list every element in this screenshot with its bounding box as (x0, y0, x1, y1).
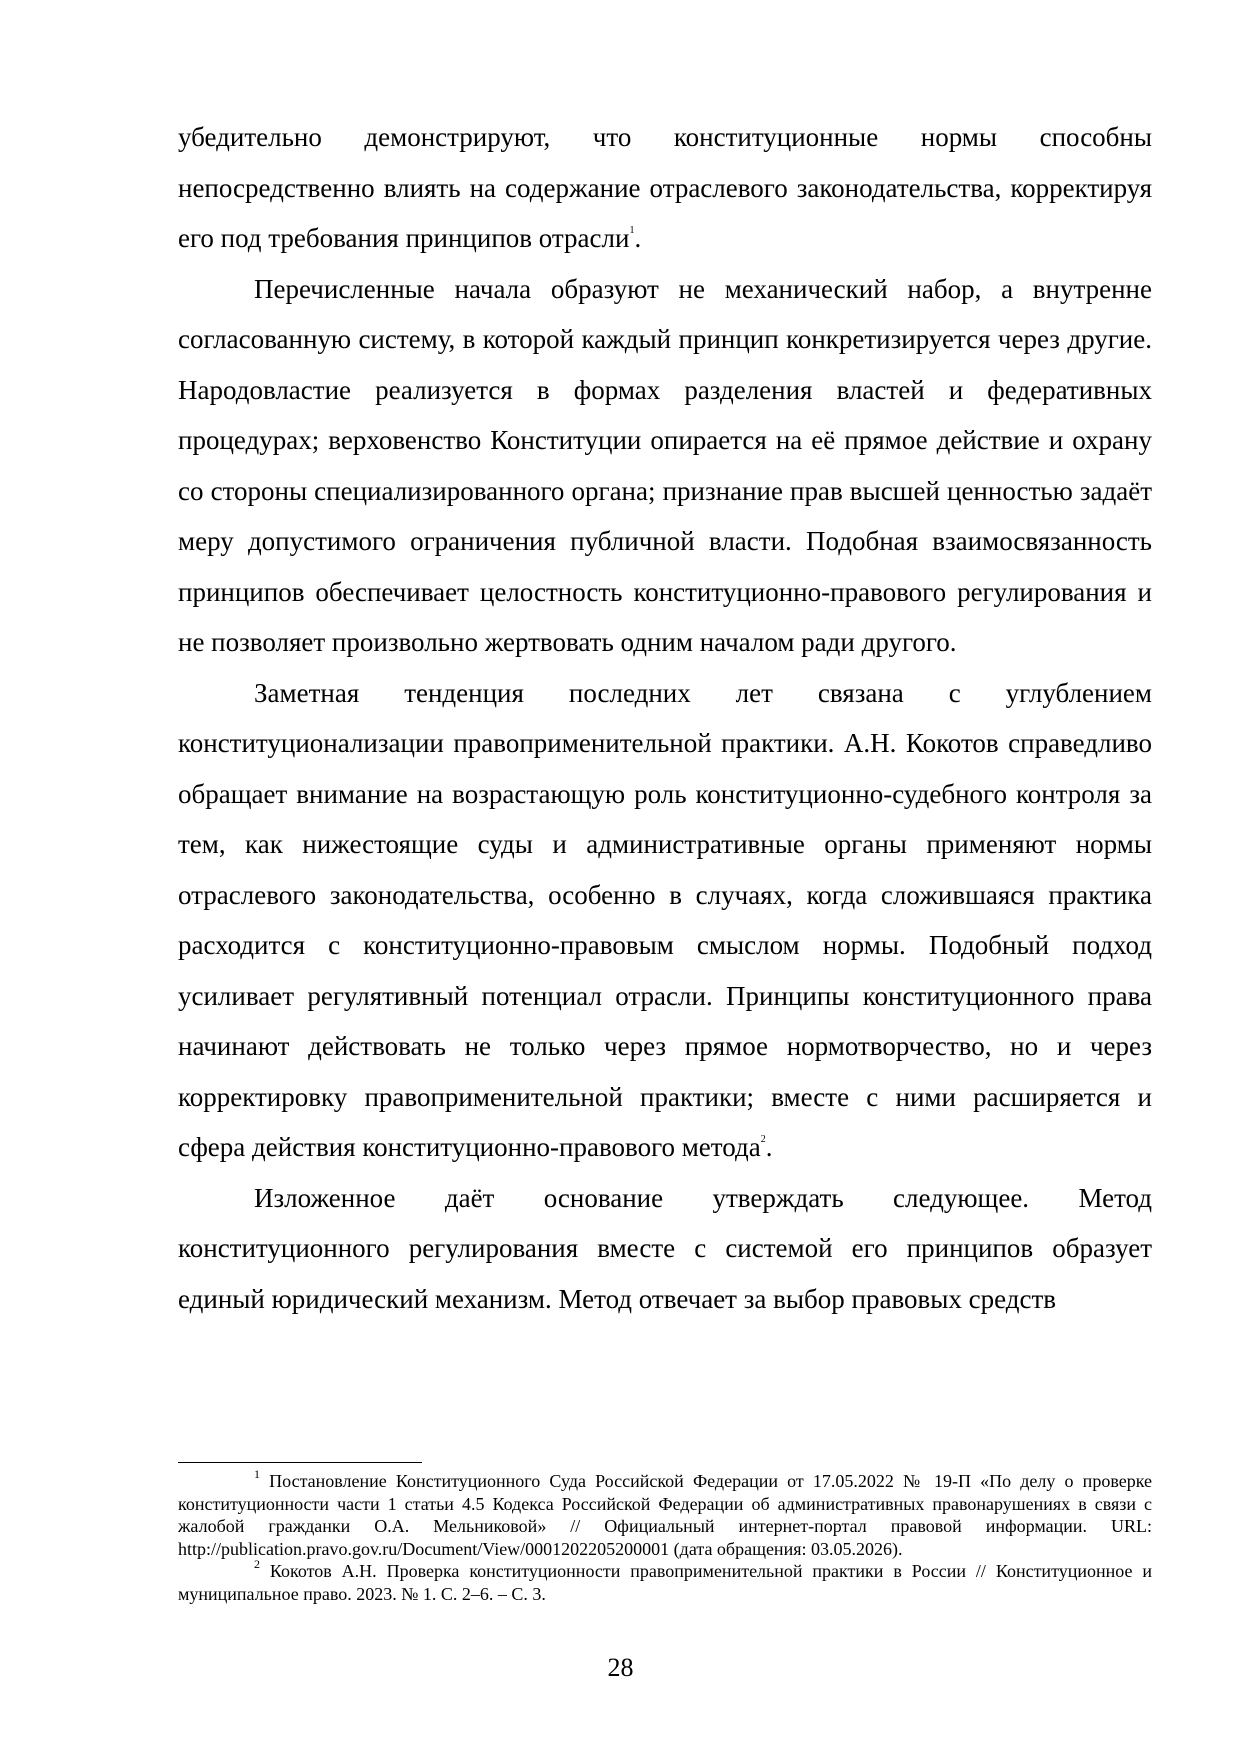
paragraph-3-text: Заметная тенденция последних лет связана с углублением конституционализации правоприменительной практики. А.Н. Кокотов справедливо обращает внимание на возрастающую роль конституционно-судебного контроля за тем, как нижестоящие суды и административные органы применяют нормы отраслевого законодательства, особенно в случаях, когда сложившаяся практика расходится с конституционно-правовым смыслом нормы. Подобный подход усиливает регулятивный потенциал отрасли. Принципы конституционного права начинают действовать не только через прямое нормотворчество, но и через корректировку правоприменительной практики; вместе с ними расширяется и сфера действия конституционно-правового метода (178, 677, 1152, 1162)
paragraph-4-text: Изложенное даёт основание утверждать следующее. Метод конституционного регулирования вместе с системой его принципов образует единый юридический механизм. Метод отвечает за выбор правовых средств (178, 1182, 1152, 1314)
footnote-separator (178, 1462, 422, 1463)
footnote-1-text: Постановление Конституционного Суда Российской Федерации от 17.05.2022 № 19-П «По делу о проверке конституционности части 1 статьи 4.5 Кодекса Российской Федерации об административных правонарушениях в связи с жалобой гражданки О.А. Мельниковой» // Официальный интернет-портал правовой информации. URL: http://publication.pravo.gov.ru/Document/View/0001202205200001 (дата обращения: 03.05.2026). (178, 1471, 1152, 1559)
paragraph-2 (178, 264, 1152, 668)
page-number: 28 (607, 1653, 634, 1682)
footnote-2 (178, 1557, 1152, 1605)
paragraph-3-end: . (765, 1132, 773, 1162)
paragraph-1-text: убедительно демонстрируют, что конституционные нормы способны непосредственно влиять на содержание отраслевого законодательства, корректируя его под требования принципов отрасли (178, 122, 1152, 253)
footnote-1 (178, 1467, 1152, 1560)
footnote-2-mark: 2 (254, 1557, 260, 1571)
footnote-ref-1[interactable]: 1 (629, 225, 635, 236)
footnote-2-text: Кокотов А.Н. Проверка конституционности правоприменительной практики в России // Конституционное и муниципальное право. 2023. № 1. С. 2–6. – С. 3. (178, 1561, 1152, 1604)
body-text (178, 112, 1152, 1324)
paragraph-1-end: . (634, 223, 642, 253)
footnote-ref-2[interactable]: 2 (760, 1134, 766, 1145)
paragraph-1 (178, 112, 1152, 264)
footnote-1-mark: 1 (254, 1467, 260, 1481)
footnotes (178, 1467, 1152, 1605)
paragraph-2-text: Перечисленные начала образуют не механический набор, а внутренне согласованную систему, в которой каждый принцип конкретизируется через другие. Народовластие реализуется в формах разделения властей и федеративных процедурах; верховенство Конституции опирается на её прямое действие и охрану со стороны специализированного органа; признание прав высшей ценностью задаёт меру допустимого ограничения публичной власти. Подобная взаимосвязанность принципов обеспечивает целостность конституционно-правового регулирования и не позволяет произвольно жертвовать одним началом ради другого. (178, 273, 1152, 657)
paragraph-3 (178, 668, 1152, 1173)
paragraph-4 (178, 1173, 1152, 1325)
